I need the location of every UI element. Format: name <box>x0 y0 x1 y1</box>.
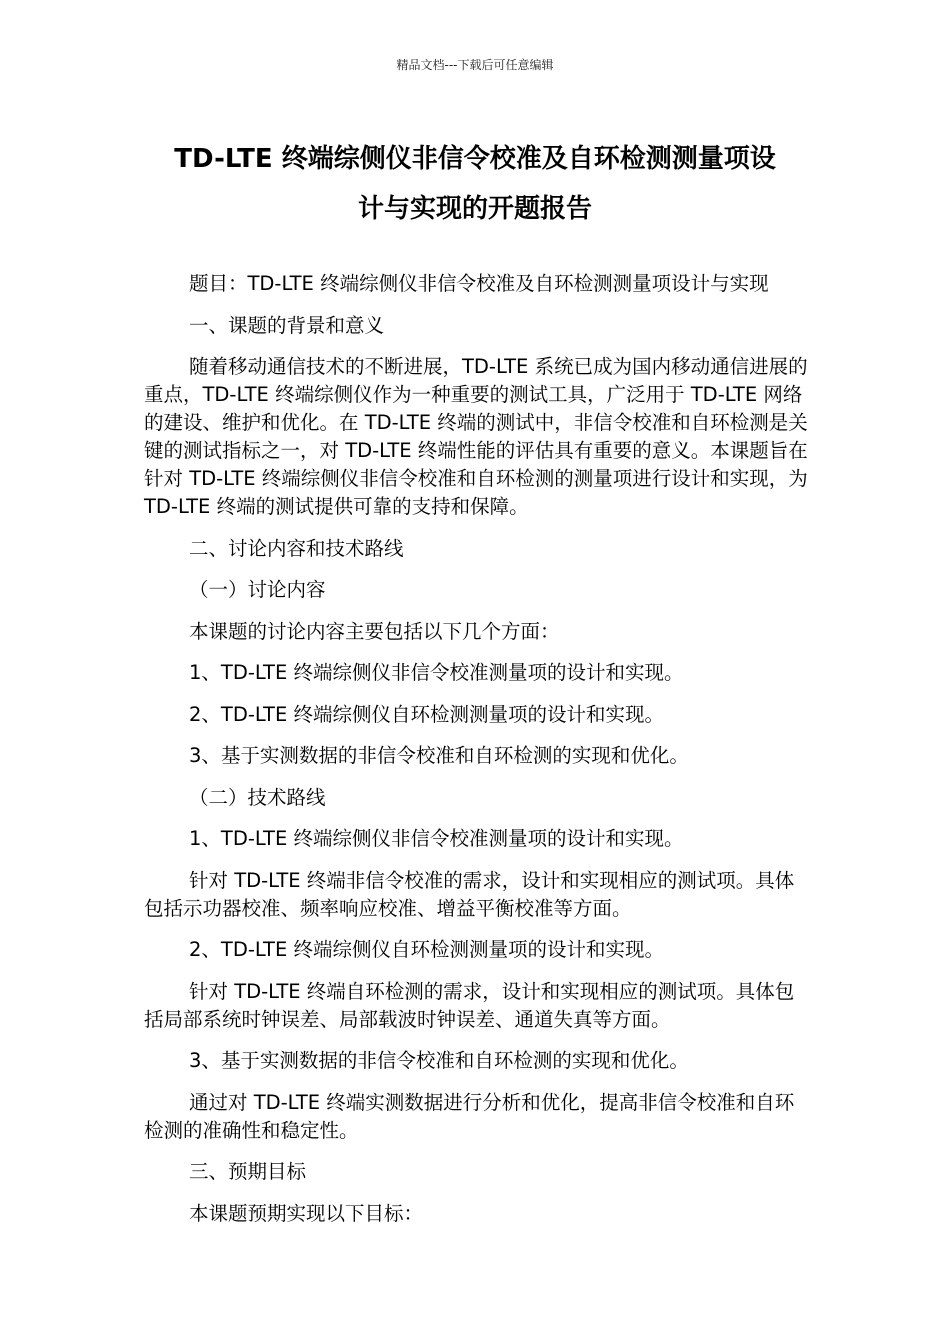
title-line-2: 计与实现的开题报告 <box>357 194 592 224</box>
section-heading-goals: 三、预期目标 <box>189 1160 307 1183</box>
content-item-3: 3、基于实测数据的非信令校准和自环检测的实现和优化。 <box>189 744 689 767</box>
route-item-1: 1、TD-LTE 终端综侧仪非信令校准测量项的设计和实现。 <box>189 827 684 850</box>
route-item-2-detail: 针对 TD-LTE 终端自环检测的需求，设计和实现相应的测试项。具体包括局部系统时钟误差、局部载波时钟误差、通道失真等方面。 <box>144 979 795 1031</box>
topic-line: 题目：TD-LTE 终端综侧仪非信令校准及自环检测测量项设计与实现 <box>189 272 769 295</box>
route-item-3-detail: 通过对 TD-LTE 终端实测数据进行分析和优化，提高非信令校准和自环检测的准确性和稳定性。 <box>144 1090 795 1142</box>
section-heading-content: 二、讨论内容和技术路线 <box>189 536 404 560</box>
section-heading-background: 一、课题的背景和意义 <box>189 313 385 337</box>
route-item-3: 3、基于实测数据的非信令校准和自环检测的实现和优化。 <box>189 1049 689 1072</box>
paragraph-content-intro: 本课题的讨论内容主要包括以下几个方面： <box>189 619 560 643</box>
document-body <box>144 270 810 1241</box>
subsection-heading-content: （一）讨论内容 <box>189 578 326 601</box>
subsection-heading-route: （二）技术路线 <box>189 785 326 809</box>
title-line-1: TD-LTE 终端综侧仪非信令校准及自环检测测量项设 <box>174 144 776 174</box>
route-item-2: 2、TD-LTE 终端综侧仪自环检测测量项的设计和实现。 <box>189 938 664 961</box>
header-note: 精品文档---下载后可任意编辑 <box>396 58 554 72</box>
route-item-1-detail: 针对 TD-LTE 终端非信令校准的需求，设计和实现相应的测试项。具体包括示功器校准、频率响应校准、增益平衡校准等方面。 <box>144 868 795 920</box>
content-item-2: 2、TD-LTE 终端综侧仪自环检测测量项的设计和实现。 <box>189 702 664 726</box>
paragraph-background: 随着移动通信技术的不断进展，TD-LTE 系统已成为国内移动通信进展的重点，TD-LTE 终端综侧仪作为一种重要的测试工具，广泛用于 TD-LTE 网络的建设、维护和优化。在 TD-LTE 终端的测试中，非信令校准和自环检测是关键的测试指标之一，对 TD-LTE 终端性能的评估具有重要的意义。本课题旨在针对 TD-LTE 终端综侧仪非信令校准和自环检测的测量项进行设计和实现，为 TD-LTE 终端的测试提供可靠的支持和保障。 <box>144 355 808 518</box>
paragraph-goals-intro: 本课题预期实现以下目标： <box>189 1201 424 1225</box>
document-title <box>140 134 810 234</box>
content-item-1: 1、TD-LTE 终端综侧仪非信令校准测量项的设计和实现。 <box>189 661 684 684</box>
